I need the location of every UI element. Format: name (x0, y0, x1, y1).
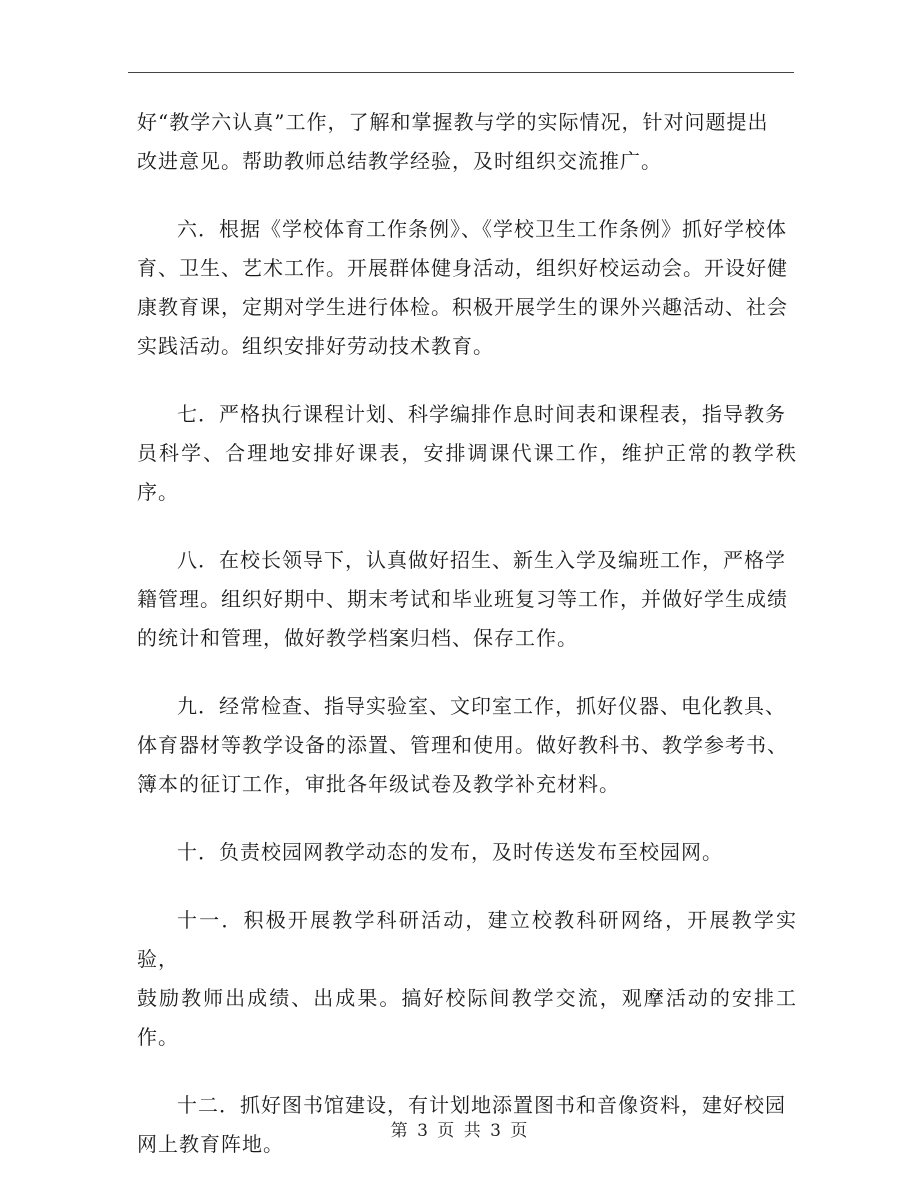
header-rule (128, 72, 794, 73)
line: 育、卫生、艺术工作。开展群体健身活动，组织好校运动会。开设好健 (137, 256, 788, 280)
line: 十二．抓好图书馆建设，有计划地添置图书和音像资料，建好校园 (177, 1093, 786, 1117)
line: 八．在校长领导下，认真做好招生、新生入学及编班工作，严格学 (177, 548, 786, 572)
line: 九．经常检查、指导实验室、文印室工作，抓好仪器、电化教具、 (177, 694, 786, 718)
paragraph-item-7 (137, 395, 797, 512)
line: 十．负责校园网教学动态的发布，及时传送发布至校园网。 (177, 840, 723, 864)
line: 鼓励教师出成绩、出成果。搞好校际间教学交流，观摩活动的安排工作。 (137, 986, 797, 1049)
line: 六．根据《学校体育工作条例》、《学校卫生工作条例》抓好学校体 (177, 217, 787, 241)
document-body (137, 103, 797, 1193)
paragraph-item-6 (137, 210, 797, 366)
line: 实践活动。组织安排好劳动技术教育。 (137, 334, 494, 358)
paragraph-item-8 (137, 541, 797, 658)
line: 康教育课，定期对学生进行体检。积极开展学生的课外兴趣活动、社会 (137, 295, 788, 319)
line: 好“教学六认真”工作，了解和掌握教与学的实际情况，针对问题提出 (137, 110, 769, 134)
paragraph-item-10 (137, 833, 797, 872)
line: 的统计和管理，做好教学档案归档、保存工作。 (137, 626, 578, 650)
line: 簿本的征订工作，审批各年级试卷及教学补充材料。 (137, 772, 620, 796)
line: 改进意见。帮助教师总结教学经验，及时组织交流推广。 (137, 149, 662, 173)
paragraph-item-9 (137, 687, 797, 804)
line: 籍管理。组织好期中、期末考试和毕业班复习等工作，并做好学生成绩 (137, 587, 788, 611)
line: 十一．积极开展教学科研活动，建立校教科研网络，开展教学实验， (137, 908, 797, 971)
line: 员科学、合理地安排好课表，安排调课代课工作，维护正常的教学秩序。 (137, 441, 797, 504)
paragraph-item-11 (137, 901, 797, 1057)
page-number: 第 3 页 共 3 页 (390, 1121, 530, 1141)
line: 网上教育阵地。 (137, 1132, 284, 1156)
line: 七．严格执行课程计划、科学编排作息时间表和课程表，指导教务 (177, 402, 786, 426)
line: 体育器材等教学设备的添置、管理和使用。做好教科书、教学参考书、 (137, 733, 788, 757)
paragraph-continued (137, 103, 797, 181)
